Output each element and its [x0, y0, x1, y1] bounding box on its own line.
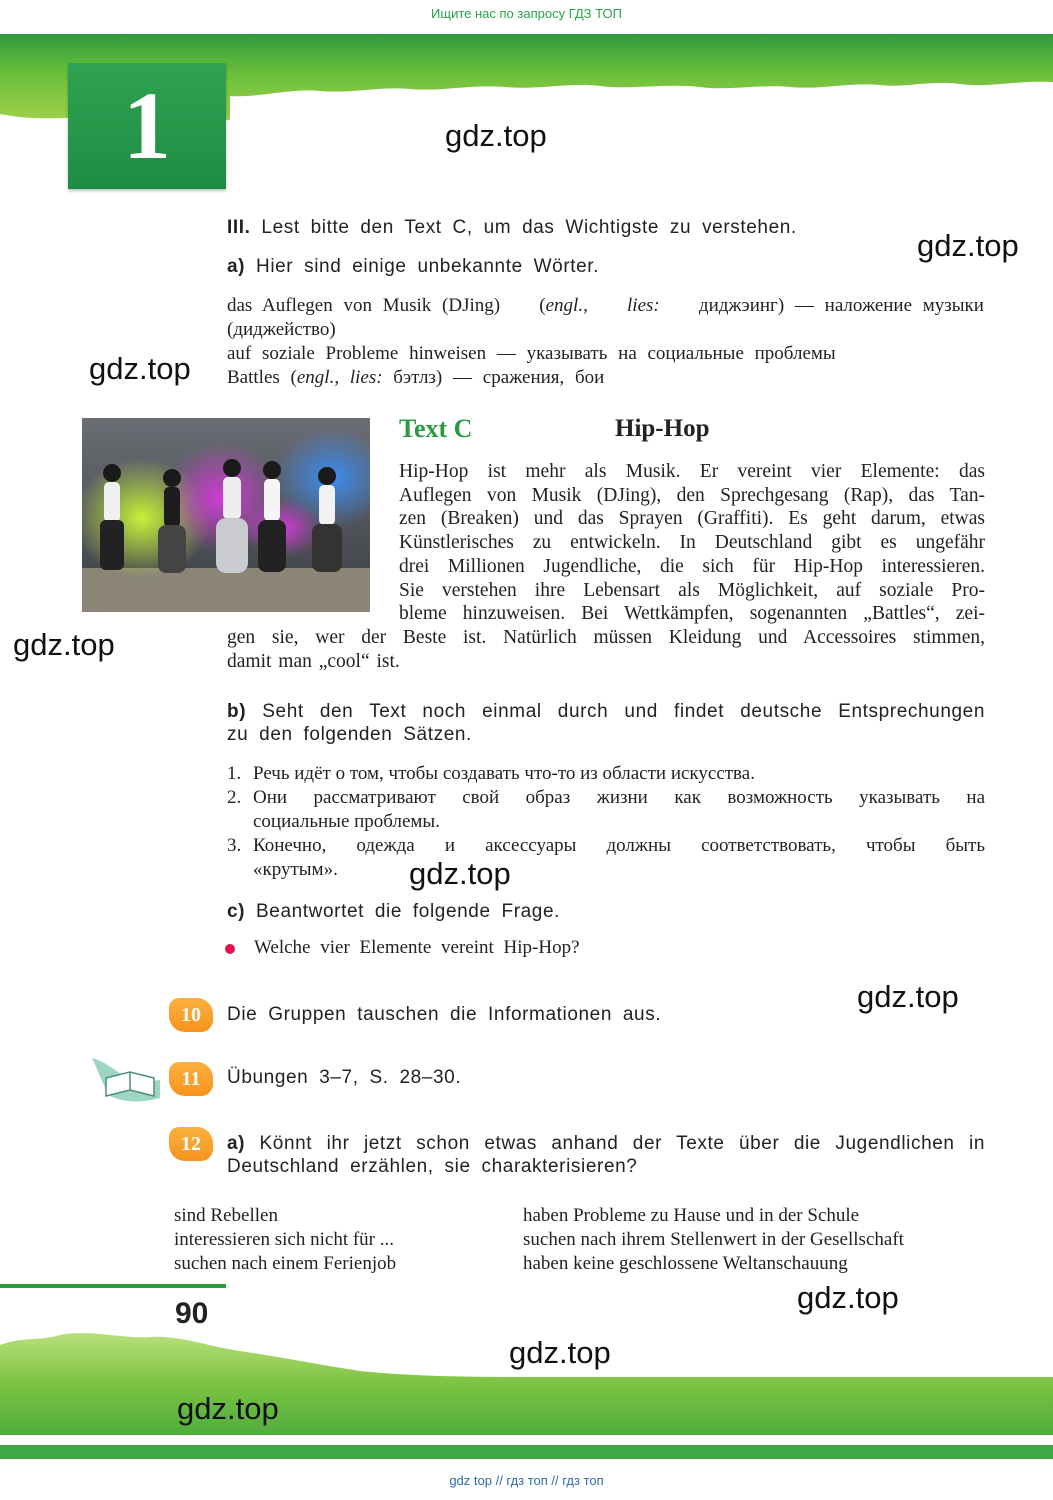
hip-hop-dancers-photo — [82, 418, 370, 612]
bullet-icon — [225, 944, 235, 954]
subtask-label: c) — [227, 901, 246, 922]
chapter-number-box: 1 — [68, 63, 226, 189]
phrases-left-column — [174, 1204, 396, 1276]
footer-text: gdz top // гдз топ // гдз топ — [449, 1473, 604, 1488]
watermark: gdz.top — [13, 627, 115, 662]
body-line: Sie verstehen ihre Lebensart als Möglichkeit, auf soziale Pro- — [399, 579, 985, 601]
subtask-text: Hier sind einige unbekannte Wörter. — [256, 256, 600, 277]
task-3-instruction — [227, 217, 797, 239]
watermark: gdz.top — [445, 118, 547, 153]
phrase: haben Probleme zu Hause und in der Schule — [523, 1205, 860, 1226]
body-line: bleme hinzuweisen. Bei Wettkämpfen, sogenannten „Battles“, zei- — [399, 603, 985, 625]
task-text: Lest bitte den Text C, um das Wichtigste zu verstehen. — [261, 217, 797, 238]
vocab-line-4: Battles (engl., lies: бэтлз) — сражения, бои — [227, 367, 605, 388]
watermark: gdz.top — [857, 979, 959, 1014]
vocab-line-1: das Auflegen von Musik (DJing) (engl., lies: диджэинг) — наложение музыки — [227, 295, 984, 316]
subtask-label: a) — [227, 256, 246, 277]
watermark: gdz.top — [917, 228, 1019, 263]
task-c-question: Welche vier Elemente vereint Hip-Hop? — [254, 937, 580, 958]
phrases-right-column — [523, 1204, 904, 1276]
exercise-11-text: Übungen 3–7, S. 28–30. — [227, 1067, 462, 1088]
subtask-label: b) — [227, 701, 247, 722]
body-line: Künstlerisches zu entwickeln. In Deutschland gibt es ungefähr — [399, 532, 985, 554]
vocab-line-2: (диджейство) — [227, 319, 336, 340]
exercise-number-badge: 12 — [169, 1127, 213, 1161]
body-line: zen (Breaken) und das Sprayen (Graffiti). Es geht darum, etwas — [399, 508, 985, 530]
list-item: 2. Они рассматривают свой образ жизни как возможность указывать на социальные проблемы. — [227, 787, 985, 832]
watermark: gdz.top — [509, 1335, 611, 1370]
body-line: drei Millionen Jugendliche, die sich für Hip-Hop interessieren. — [399, 555, 985, 577]
translation-list — [227, 762, 985, 882]
body-line: Auflegen von Musik (DJing), den Sprechgesang (Rap), das Tan- — [399, 484, 985, 506]
body-line: Hip-Hop ist mehr als Musik. Er vereint vier Elemente: das — [399, 461, 985, 482]
exercise-12a: a) Könnt ihr jetzt schon etwas anhand der Texte über die Jugendlichen in Deutschland erzählen, sie charakterisieren? — [227, 1133, 985, 1177]
list-item: 1. Речь идёт о том, чтобы создавать что-то из области искусства. — [227, 763, 755, 784]
subtask-label: a) — [227, 1133, 246, 1154]
task-number: III. — [227, 217, 251, 238]
task-b: b) Seht den Text noch einmal durch und findet deutsche Entsprechungen zu den folgenden Sätzen. — [227, 701, 985, 745]
body-line: damit man „cool“ ist. — [227, 650, 400, 672]
watermark: gdz.top — [409, 856, 511, 891]
text-c-body-right — [399, 460, 985, 626]
top-note: Ищите нас по запросу ГДЗ ТОП — [431, 6, 622, 21]
page-number: 90 — [175, 1297, 209, 1330]
watermark: gdz.top — [89, 351, 191, 386]
phrase: suchen nach einem Ferienjob — [174, 1253, 397, 1274]
exercise-number-badge: 10 — [169, 998, 213, 1032]
phrase: haben keine geschlossene Weltanschauung — [523, 1253, 848, 1274]
exercise-number-badge: 11 — [169, 1062, 213, 1096]
book-icon — [88, 1050, 162, 1113]
text-c-label: Text C — [399, 414, 473, 443]
vocabulary-list — [227, 294, 984, 390]
phrase: sind Rebellen — [174, 1205, 278, 1226]
exercise-10-text: Die Gruppen tauschen die Informationen aus. — [227, 1004, 662, 1025]
task-c: c) Beantwortet die folgende Frage. — [227, 901, 560, 922]
phrase: interessieren sich nicht für ... — [174, 1229, 395, 1250]
text-c-body-full — [227, 626, 985, 673]
phrase: suchen nach ihrem Stellenwert in der Gesellschaft — [523, 1229, 904, 1250]
watermark: gdz.top — [177, 1391, 279, 1426]
watermark: gdz.top — [797, 1280, 899, 1315]
page-number-rule — [0, 1284, 226, 1288]
vocab-line-3: auf soziale Probleme hinweisen — указывать на социальные проблемы — [227, 343, 836, 364]
list-item: 3. Конечно, одежда и аксессуары должны соответствовать, чтобы быть «крутым». — [227, 835, 985, 880]
task-3a — [227, 256, 599, 278]
text-c-title: Hip-Hop — [615, 415, 710, 442]
body-line: gen sie, wer der Beste ist. Natürlich müssen Kleidung und Accessoires stimmen, — [227, 627, 985, 648]
